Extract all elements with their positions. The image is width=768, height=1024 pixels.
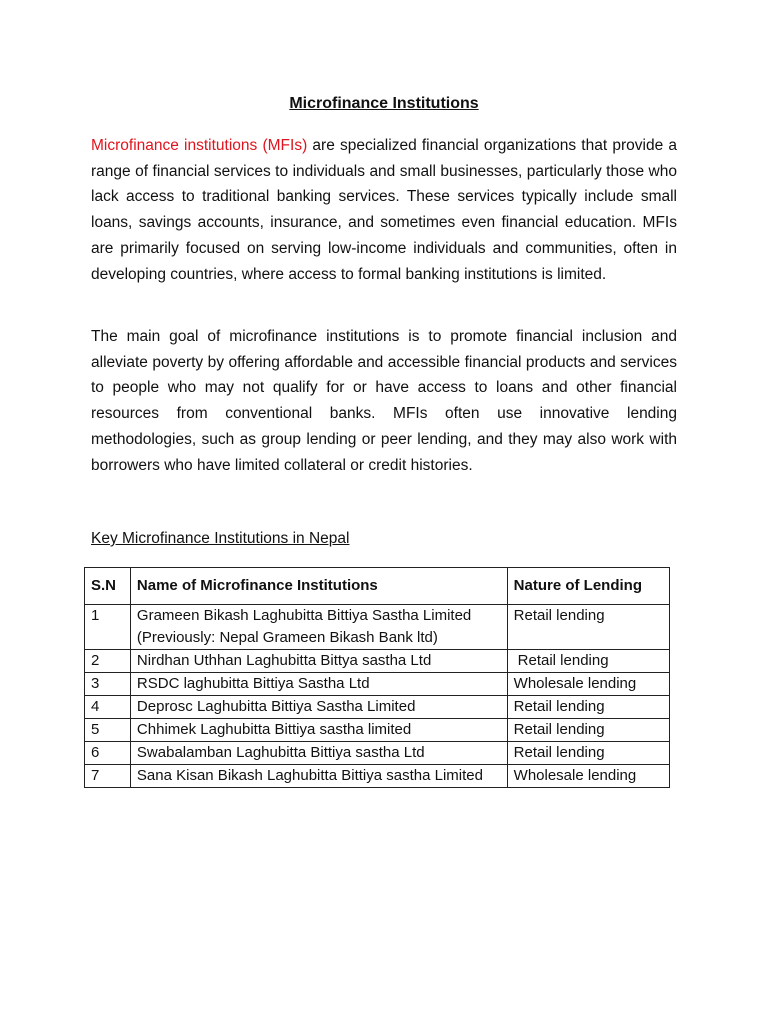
header-nature: Nature of Lending [507,568,669,605]
mfi-highlight: Microfinance institutions (MFIs) [91,137,308,154]
intro-paragraph [91,133,677,287]
cell-sn: 7 [85,765,131,788]
cell-sn: 3 [85,673,131,696]
cell-name: RSDC laghubitta Bittiya Sastha Ltd [130,673,507,696]
mfi-table [84,567,670,788]
goal-paragraph: The main goal of microfinance institutions is to promote financial inclusion and alleviate poverty by offering affordable and accessible financial products and services to people who may not qualify for or have access to loans and other financial resources from conventional banks. MFIs often use innovative lending methodologies, such as group lending or peer lending, and they may also work with borrowers who have limited collateral or credit histories. [91,328,677,474]
cell-name-note: (Previously: Nepal Grameen Bikash Bank ltd) [136,629,438,646]
cell-nature: Retail lending [507,696,669,719]
cell-nature: Retail lending [507,605,669,650]
header-name: Name of Microfinance Institutions [130,568,507,605]
cell-sn: 2 [85,650,131,673]
cell-sn: 1 [85,605,131,650]
cell-name: Swabalamban Laghubitta Bittiya sastha Ltd [130,742,507,765]
cell-name-text: Grameen Bikash Laghubitta Bittiya Sastha Limited [136,607,472,624]
cell-name: Deprosc Laghubitta Bittiya Sastha Limited [130,696,507,719]
table-row [85,650,670,673]
table-heading: Key Microfinance Institutions in Nepal [91,530,350,547]
cell-name: Sana Kisan Bikash Laghubitta Bittiya sastha Limited [130,765,507,788]
table-row [85,765,670,788]
header-sn: S.N [85,568,131,605]
cell-nature: Retail lending [507,650,669,673]
intro-paragraph-text: are specialized financial organizations that provide a range of financial services to individuals and small businesses, particularly those who lack access to traditional banking services. These services typically include small loans, savings accounts, insurance, and sometimes even financial education. MFIs are primarily focused on serving low-income individuals and communities, often in developing countries, where access to formal banking institutions is limited. [91,137,677,283]
cell-nature: Retail lending [507,719,669,742]
cell-nature: Retail lending [507,742,669,765]
table-row [85,719,670,742]
cell-name: Chhimek Laghubitta Bittiya sastha limited [130,719,507,742]
table-row [85,742,670,765]
cell-name: Nirdhan Uthhan Laghubitta Bittya sastha Ltd [130,650,507,673]
cell-sn: 4 [85,696,131,719]
cell-nature: Wholesale lending [507,673,669,696]
table-row [85,696,670,719]
cell-nature: Wholesale lending [507,765,669,788]
cell-name [130,605,507,650]
table-row [85,605,670,650]
page-title: Microfinance Institutions [289,95,479,112]
cell-sn: 5 [85,719,131,742]
table-row [85,673,670,696]
cell-sn: 6 [85,742,131,765]
table-header-row [85,568,670,605]
